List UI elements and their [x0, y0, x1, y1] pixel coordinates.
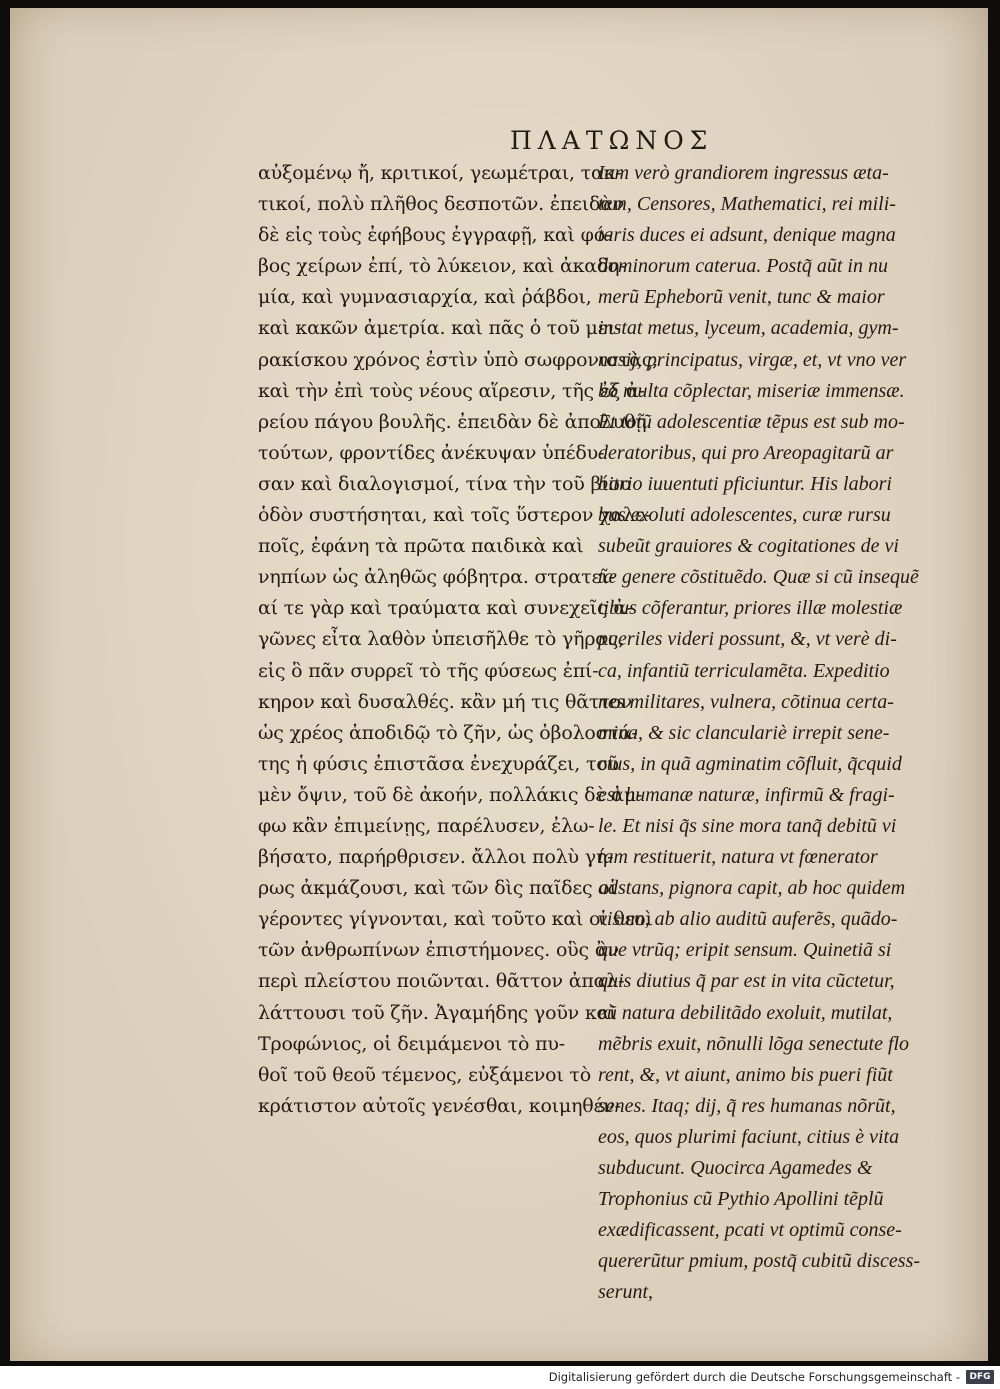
latin-text-line: taris duces ei adsunt, denique magna [598, 224, 896, 247]
greek-text-line: λάττουσι τοῦ ζῆν. Ἀγαμήδης γοῦν καὶ [258, 1001, 617, 1024]
greek-text-line: τούτων, φροντίδες ἀνέκυψαν ὑπέδυ- [258, 441, 605, 464]
latin-text-line: dominorum caterua. Postq̃ aũt in nu [598, 255, 888, 278]
greek-text-line: περὶ πλείστου ποιῶνται. θᾶττον ἀπαλ- [258, 970, 625, 993]
latin-text-line: subducunt. Quocirca Agamedes & [598, 1157, 873, 1179]
greek-text-line: δὲ εἰς τοὺς ἐφήβους ἐγγραφῇ, καὶ φό- [258, 224, 612, 247]
latin-text-line: adstans, pignora capit, ab hoc quidem [598, 877, 906, 900]
greek-text-line: βήσατο, παρήρθρισεν. ἄλλοι πολὺ γή- [258, 846, 614, 869]
book-page [10, 8, 988, 1361]
greek-text-line: ποῖς, ἐφάνη τὰ πρῶτα παιδικὰ καὶ [258, 535, 584, 558]
greek-text-line: της ἡ φύσις ἐπιστᾶσα ἐνεχυράζει, τοῦ [258, 752, 619, 775]
latin-text-line: nes militares, vulnera, cõtinua certa- [598, 690, 894, 713]
latin-text-line: tam restituerit, natura vt fœnerator [598, 846, 878, 869]
greek-text-line: τῶν ἀνθρωπίνων ἐπιστήμονες. οὓς ἂν [258, 939, 619, 962]
latin-text-line: rent, &, vt aiunt, animo bis pueri fiũt [598, 1063, 893, 1086]
latin-text-line: Iam verò grandiorem ingressus ætа- [598, 162, 889, 184]
greek-text-line: νηπίων ὡς ἀληθῶς φόβητρα. στρατεῖ- [258, 566, 615, 589]
latin-text-line: bitrio iuuentuti pficiuntur. His labori [598, 472, 892, 495]
greek-text-line: ρακίσκου χρόνος ἐστὶν ὑπὸ σωφρονιστὰς, [258, 348, 658, 371]
greek-text-line: μία, καὶ γυμνασιαρχία, καὶ ῥάβδοι, [258, 286, 592, 309]
latin-text-line: que vtrũq; eripit sensum. Quinetiã si [598, 939, 892, 962]
greek-text-line: καὶ τὴν ἐπὶ τοὺς νέους αἵρεσιν, τῆς ἐξ ἀ- [258, 379, 645, 402]
latin-text-line: est humanæ naturæ, infirmũ & fragi- [598, 783, 895, 806]
latin-text-line: merũ Epheborũ venit, tunc & maior [598, 286, 885, 309]
footer-bar [0, 1366, 1000, 1389]
latin-text-line: le. Et nisi q̃s sine mora tanq̃ debitũ vi [598, 814, 897, 837]
greek-text-line: καὶ κακῶν ἀμετρία. καὶ πᾶς ὁ τοῦ μει- [258, 317, 621, 340]
greek-text-line: μὲν ὄψιν, τοῦ δὲ ἀκοήν, πολλάκις δὲ ἀμ- [258, 783, 643, 806]
greek-text-line: σαν καὶ διαλογισμοί, τίνα τὴν τοῦ βίου [258, 472, 632, 495]
latin-text-column [598, 158, 950, 1308]
greek-text-line: ὁδὸν συστήσηται, καὶ τοῖς ὕστερον χαλε- [258, 504, 651, 527]
latin-text-line: pueriles videri possunt, &, vt verè di- [598, 628, 897, 651]
funding-credit: Digitalisierung gefördert durch die Deutsche Forschungsgemeinschaft - [548, 1370, 960, 1384]
latin-text-line: senes. Itaq; dij, q̃ res humanas nõrũt, [598, 1094, 896, 1117]
latin-text-line: serunt, [598, 1281, 653, 1304]
latin-text-line: quis diutius q̃ par est in vita cũctetur, [598, 970, 895, 993]
greek-text-line: βος χείρων ἐπί, τὸ λύκειον, καὶ ἀκαδη- [258, 255, 626, 278]
greek-text-line: Τροφώνιος, οἱ δειμάμενοι τὸ πυ- [258, 1032, 565, 1055]
latin-text-line: exædificassent, pcati vt optimũ conse- [598, 1219, 902, 1242]
latin-text-line: instat metus, lyceum, academia, gym- [598, 317, 899, 340]
greek-text-line: εἰς ὃ πᾶν συρρεῖ τὸ τῆς φύσεως ἐπί- [258, 659, 599, 682]
latin-text-line: eũ natura debilitãdo exoluit, mutilat, [598, 1001, 893, 1024]
greek-text-line: κηρον καὶ δυσαλθές. κἂν μή τις θᾶττον [258, 690, 633, 713]
latin-text-line: quererũtur pmium, postq̃ cubitũ discess- [598, 1250, 921, 1273]
latin-text-line: tæ genere cõstituẽdo. Quæ si cũ insequẽ [598, 566, 919, 589]
latin-text-line: deratoribus, qui pro Areopagitarũ ar [598, 441, 894, 464]
latin-text-line: nasij, principatus, virgæ, et, vt vno ver [598, 348, 907, 371]
latin-text-line: bo multa cõplectar, miseriæ immensæ. [598, 379, 905, 402]
latin-text-line: tem, Censores, Mathematici, rei mili- [598, 193, 896, 216]
greek-text-column [258, 158, 658, 1122]
latin-text-line: ca, infantiũ terriculamẽta. Expeditio [598, 659, 890, 682]
latin-text-line: Et totũ adolescentiæ tẽpus est sub mo- [598, 410, 905, 433]
latin-text-line: visum, ab alio auditũ auferẽs, quãdo- [598, 908, 898, 931]
latin-text-line: bus exoluti adolescentes, curæ rursu [598, 504, 891, 527]
latin-text-line: mina, & sic clanculariè irrepit sene- [598, 721, 890, 744]
greek-text-line: θοῖ τοῦ θεοῦ τέμενος, εὐξάμενοι τὸ [258, 1063, 591, 1086]
latin-text-line: tibus cõferantur, priores illæ molestiæ [598, 597, 903, 620]
latin-text-line: Trophonius cũ Pythio Apollini tẽplũ [598, 1188, 884, 1211]
greek-text-line: γῶνες εἶτα λαθὸν ὑπεισῆλθε τὸ γῆρας, [258, 628, 625, 651]
latin-text-line: subeũt grauiores & cogitationes de vi [598, 535, 899, 558]
greek-text-line: αί τε γὰρ καὶ τραύματα καὶ συνεχεῖς ἀ- [258, 597, 633, 620]
greek-text-line: αὐξομένῳ ἤ, κριτικοί, γεωμέτραι, τακ- [258, 162, 622, 184]
running-header: ΠΛΑΤΩΝΟΣ [510, 126, 714, 155]
greek-text-line: ρείου πάγου βουλῆς. ἐπειδὰν δὲ ἀπολυθῇ [258, 410, 647, 433]
latin-text-line: mẽbris exuit, nõnulli lõga senectute flo [598, 1032, 910, 1055]
greek-text-line: ρως ἀκμάζουσι, καὶ τῶν δὶς παῖδες οἱ [258, 877, 617, 900]
greek-text-line: τικοί, πολὺ πλῆθος δεσποτῶν. ἐπειδὰν [258, 193, 625, 216]
dfg-logo-icon: DFG [966, 1370, 994, 1384]
greek-text-line: φω κἂν ἐπιμείνῃς, παρέλυσεν, ἐλω- [258, 814, 595, 837]
greek-text-line: ὡς χρέος ἀποδιδῷ τὸ ζῆν, ὡς ὀβολοστά- [258, 721, 638, 744]
latin-text-line: eos, quos plurimi faciunt, citius è vita [598, 1125, 900, 1148]
greek-text-line: κράτιστον αὐτοῖς γενέσθαι, κοιμηθέν- [258, 1094, 621, 1117]
greek-text-line: γέροντες γίγνονται, καὶ τοῦτο καὶ οἱ θεοὶ [258, 908, 653, 931]
latin-text-line: ctus, in quã agminatim cõfluit, q̃cquid [598, 752, 902, 775]
